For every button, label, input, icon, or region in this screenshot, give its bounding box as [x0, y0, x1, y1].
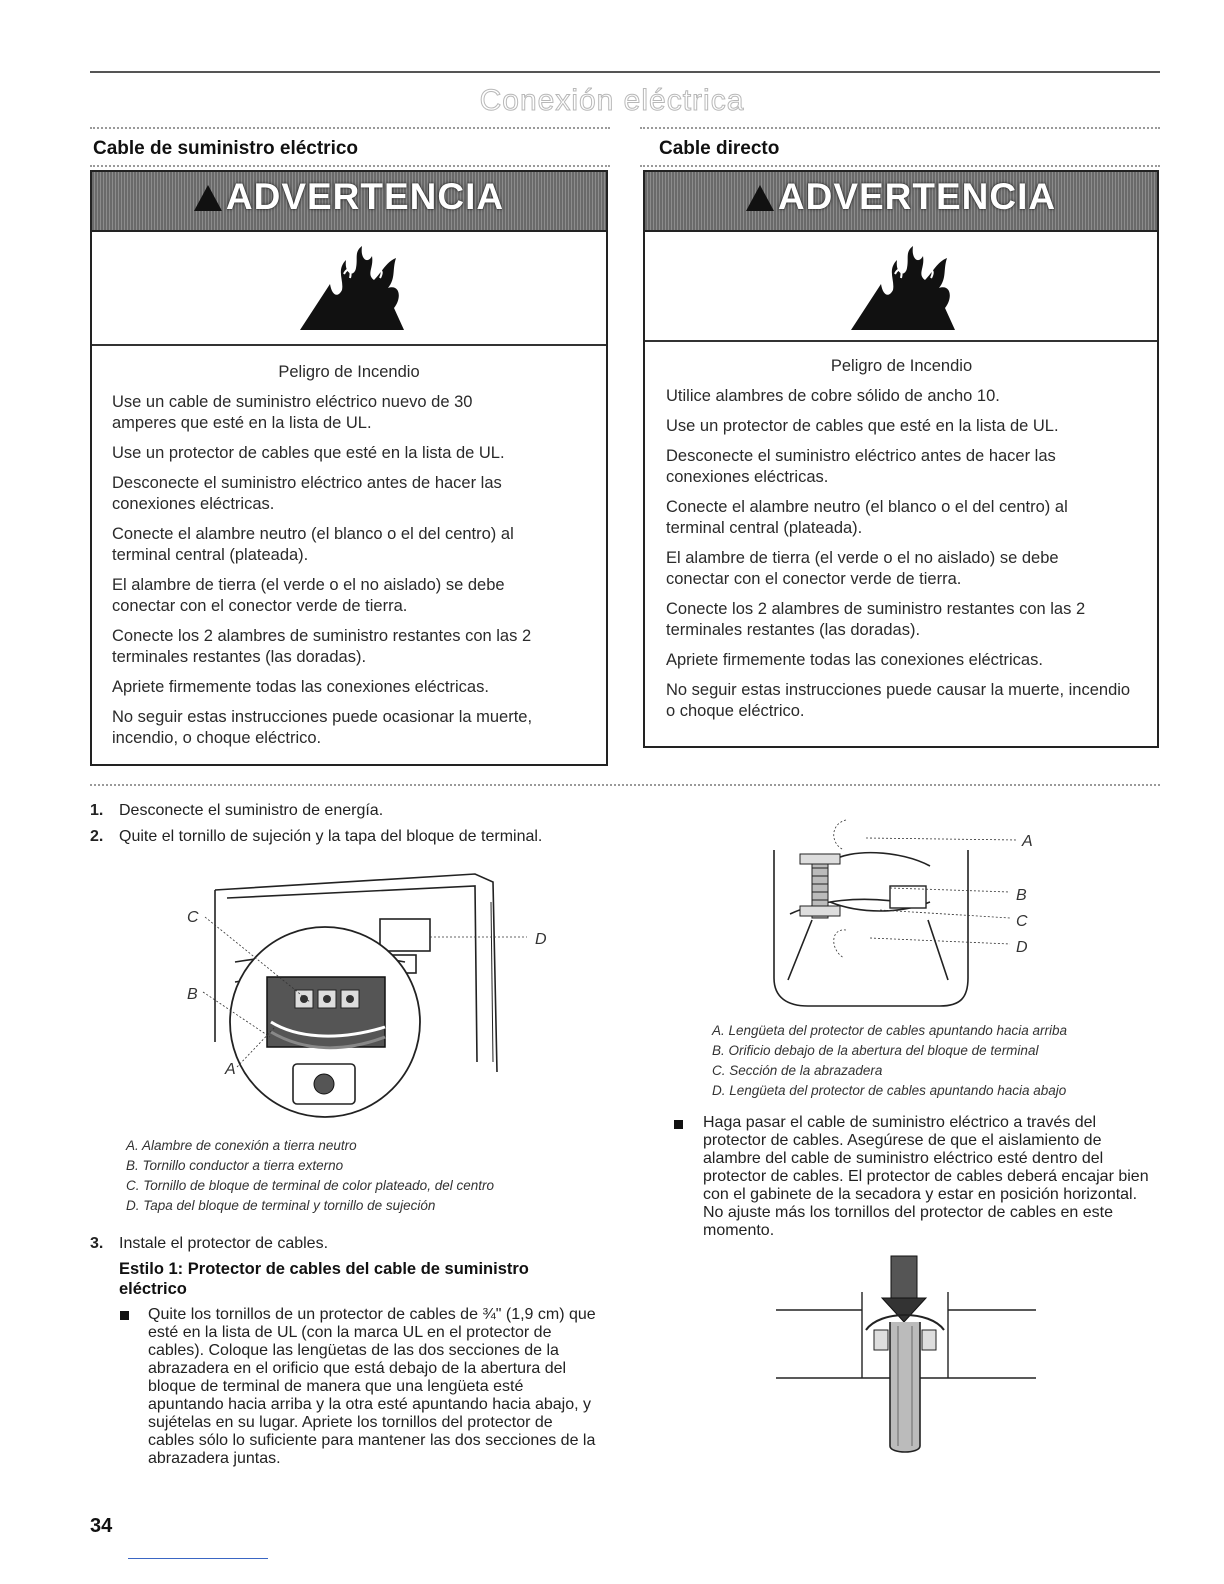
figure-label: B	[187, 986, 198, 1003]
section-heading-direct-wire: Cable directo	[659, 138, 780, 159]
figure-2-captions	[712, 1021, 1172, 1101]
step-2: 2.	[90, 828, 104, 845]
caption-line: C. Sección de la abrazadera	[712, 1063, 883, 1078]
warning-line: Utilice alambres de cobre sólido de ancho 10.	[666, 387, 1000, 405]
bullet-icon	[120, 1311, 129, 1320]
style-1-bullet-text: Quite los tornillos de un protector de cables de ¾" (1,9 cm) que esté en la lista de UL (con la marca UL en el protector de cables). Coloque las lengüetas de las dos secciones de la abrazadera en el orificio que está debajo de la abertura del bloque de terminal de manera que una lengüeta esté apuntando hacia arriba y la otra esté apuntando hacia abajo, y sujételas en su lugar. Apriete los tornillos del protector de cables sólo lo suficiente para mantener las dos secciones de la abrazadera juntas.	[148, 1306, 596, 1467]
figure-label: A	[1022, 833, 1033, 850]
page-title: Conexión eléctrica	[479, 84, 745, 117]
bullet-icon	[674, 1120, 683, 1129]
warning-line: Apriete firmemente todas las conexiones eléctricas.	[112, 678, 489, 696]
hazard-title: Peligro de Incendio	[278, 363, 420, 381]
warning-text-right	[666, 356, 1137, 731]
step-3-text: Instale el protector de cables.	[119, 1235, 329, 1252]
figure-label: C	[1016, 913, 1028, 930]
warning-line: Conecte el alambre neutro (el blanco o el del centro) al terminal central (plateada).	[666, 498, 1068, 537]
warning-box-left	[90, 170, 608, 766]
warning-box-right	[643, 170, 1159, 748]
figure-label: C	[187, 909, 199, 926]
step-1: 1.	[90, 802, 104, 819]
warning-triangle-icon	[194, 185, 222, 211]
page-number: 34	[90, 1515, 113, 1537]
warning-separator	[92, 344, 606, 346]
section-heading-supply-cord: Cable de suministro eléctrico	[93, 138, 359, 159]
caption-line: D. Tapa del bloque de terminal y tornillo de sujeción	[126, 1198, 436, 1213]
warning-line: Desconecte el suministro eléctrico antes de hacer las conexiones eléctricas.	[112, 474, 502, 513]
style-1-heading: Estilo 1: Protector de cables del cable de suministro eléctrico	[119, 1260, 529, 1298]
figure-label: A	[225, 1061, 236, 1078]
warning-line: Conecte los 2 alambres de suministro restantes con las 2 terminales restantes (las doradas).	[112, 627, 532, 666]
warning-banner	[645, 172, 1157, 232]
warning-line: El alambre de tierra (el verde o el no aislado) se debe conectar con el conector verde de tierra.	[112, 576, 505, 615]
caption-line: C. Tornillo de bloque de terminal de color plateado, del centro	[126, 1178, 494, 1193]
warning-line: No seguir estas instrucciones puede ocasionar la muerte, incendio, o choque eléctrico.	[112, 708, 533, 747]
cable-protector-illustration	[770, 1250, 1040, 1460]
step-1-text: Desconecte el suministro de energía.	[119, 802, 384, 819]
right-bullet-text: Haga pasar el cable de suministro eléctrico a través del protector de cables. Asegúrese de que el aislamiento de alambre del cable de suministro eléctrico esté dentro del protector de cables. El protector de cables deberá encajar bien con el gabinete de la secadora y estar en posición horizontal. No ajuste más los tornillos del protector de cables en este momento.	[703, 1114, 1149, 1239]
divider	[90, 165, 610, 167]
figure-label: D	[535, 931, 547, 948]
warning-label: ADVERTENCIA	[92, 176, 606, 218]
warning-triangle-icon	[746, 185, 774, 211]
warning-separator	[645, 340, 1157, 342]
footer-rule	[128, 1558, 268, 1559]
caption-line: D. Lengüeta del protector de cables apuntando hacia abajo	[712, 1083, 1067, 1098]
warning-line: No seguir estas instrucciones puede causar la muerte, incendio o choque eléctrico.	[666, 681, 1131, 720]
hazard-title: Peligro de Incendio	[830, 357, 973, 375]
warning-banner	[92, 172, 606, 232]
caption-line: A. Alambre de conexión a tierra neutro	[126, 1138, 357, 1153]
figure-label: B	[1016, 887, 1027, 904]
caption-line: A. Lengüeta del protector de cables apuntando hacia arriba	[712, 1023, 1068, 1038]
strain-relief-illustration	[760, 810, 1050, 1010]
step-3: 3.	[90, 1235, 104, 1252]
warning-line: Use un protector de cables que esté en la lista de UL.	[112, 444, 505, 462]
figure-1-captions	[126, 1136, 596, 1216]
warning-line: Use un cable de suministro eléctrico nuevo de 30 amperes que esté en la lista de UL.	[112, 393, 473, 432]
divider	[90, 127, 610, 129]
caption-line: B. Orificio debajo de la abertura del bloque de terminal	[712, 1043, 1039, 1058]
caption-line: B. Tornillo conductor a tierra externo	[126, 1158, 344, 1173]
fire-hazard-icon	[292, 244, 412, 334]
top-rule	[90, 71, 1160, 73]
warning-label: ADVERTENCIA	[645, 176, 1157, 218]
divider	[640, 127, 1160, 129]
fire-hazard-icon	[843, 244, 963, 334]
warning-text-left	[112, 362, 586, 758]
warning-line: El alambre de tierra (el verde o el no aislado) se debe conectar con el conector verde de tierra.	[666, 549, 1059, 588]
warning-line: Conecte los 2 alambres de suministro restantes con las 2 terminales restantes (las doradas).	[666, 600, 1086, 639]
divider	[90, 784, 1160, 786]
warning-line: Desconecte el suministro eléctrico antes de hacer las conexiones eléctricas.	[666, 447, 1056, 486]
step-2-text: Quite el tornillo de sujeción y la tapa del bloque de terminal.	[119, 828, 543, 845]
terminal-block-illustration	[175, 862, 565, 1124]
warning-line: Conecte el alambre neutro (el blanco o el del centro) al terminal central (plateada).	[112, 525, 514, 564]
warning-line: Apriete firmemente todas las conexiones eléctricas.	[666, 651, 1043, 669]
warning-line: Use un protector de cables que esté en la lista de UL.	[666, 417, 1059, 435]
divider	[640, 165, 1160, 167]
figure-label: D	[1016, 939, 1028, 956]
